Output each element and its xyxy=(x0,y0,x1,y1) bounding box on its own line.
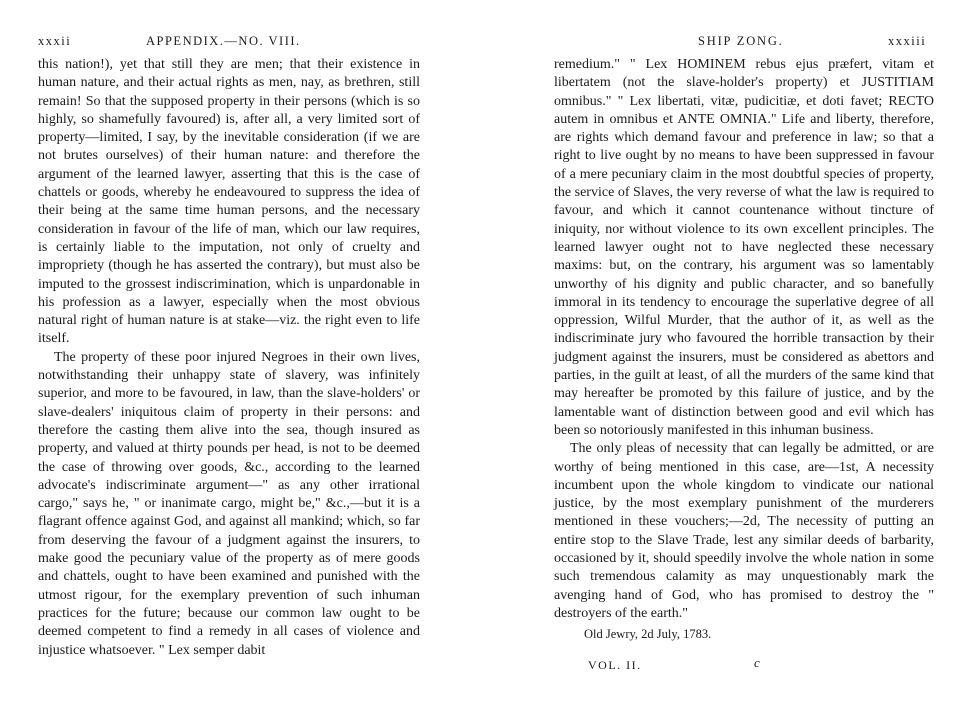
right-paragraph-2: The only pleas of necessity that can legally be admitted, or are worthy of being mentioned in this case, are—1st, A necessity incumbent upon the whole kingdom to vindicate our national justice, by the most exemplary punishment of the murderers mentioned in these vouchers;—2d, The necessity of putting an entire stop to the Slave Trade, lest any similar deeds of barbarity, occasioned by it, should speedily involve the whole nation in some such tremendous calamity as may unquestionably mark the avenging hand of God, who has promised to destroy the " destroyers of the earth." xyxy=(554,441,934,621)
right-body-text xyxy=(554,56,934,623)
right-page-number: xxxiii xyxy=(888,34,927,48)
left-running-head: APPENDIX.—NO. VIII. xyxy=(146,34,301,48)
left-body-text xyxy=(38,56,420,660)
left-paragraph-1: this nation!), yet that still they are men; that their existence in human nature, and their actual rights as men, nay, as brethren, still remain! So that the supposed property in their persons (which is so highly, so shamefully favoured) is, after all, a very limited sort of property—limited, I say, by the inevitable consideration (if we are not brutes ourselves) of their human nature: and therefore the argument of the learned lawyer, asserting that this is the case of chattels or goods, whereby he endeavoured to suppress the idea of their being at the same time human persons, and the necessary consideration in favour of the life of man, which our law requires, is certainly liable to the imputation, not only of cruelty and impropriety (though he has asserted the contrary), but must also be imputed to the grossest indiscrimination, which is unpardonable in his profession as a lawyer, especially when the most obvious natural right of human nature is at stake—viz. the right even to life itself. xyxy=(38,57,420,347)
volume-footer: VOL. II. xyxy=(588,658,642,672)
left-page-number: xxxii xyxy=(38,34,72,48)
dateline-signature: Old Jewry, 2d July, 1783. xyxy=(584,627,712,641)
right-running-head: SHIP ZONG. xyxy=(698,34,784,48)
signature-mark: c xyxy=(754,655,760,670)
left-paragraph-2: The property of these poor injured Negroes in their own lives, notwithstanding their unhappy state of slavery, was infinitely superior, and more to be favoured, in law, than the slave-holders' or slave-dealers' iniquitous claim of property in their persons: and therefore the casting them alive into the sea, though insured as property, and valued at thirty pounds per head, is not to be deemed the case of throwing over goods, &c., according to the learned advocate's indiscriminate argument—" as any other irrational cargo," says he, " or inanimate cargo, might be," &c.,—but it is a flagrant offence against God, and against all mankind; which, so far from deserving the favour of a judgment against the insurers, to make good the pecuniary value of the property as of mere goods and chattels, ought to have been examined and punished with the utmost rigour, for the exemplary prevention of such inhuman practices for the future; because our common law ought to be deemed competent to find a remedy in all cases of violence and injustice whatsoever. " Lex semper dabit xyxy=(38,349,420,658)
right-paragraph-1: remedium." " Lex HOMINEM rebus ejus præfert, vitam et libertatem (not the slave-holder's property) et JUSTITIAM omnibus." " Lex libertati, vitæ, pudicitiæ, et doti favet; RECTO autem in omnibus et ANTE OMNIA." Life and liberty, therefore, are rights which demand favour and preference in law; so that a right to live ought by no means to have been suppressed in favour of a mere pecuniary claim in the most doubtful species of property, the service of Slaves, the very reverse of what the law is required to favour, and which it cannot countenance without tincture of iniquity, nor without violence to its own excellent principles. The learned lawyer ought not to have neglected these necessary maxims: but, on the contrary, his argument was so lamentably unworthy of his dignity and public character, and so banefully immoral in its tendency to encourage the superlative degree of all oppression, Wilful Murder, that the author of it, as well as the indiscriminate jury who favoured the horrible transaction by their judgment against the insurers, must be considered as abettors and parties, in the guilt at least, of all the murders of the same kind that may hereafter be promoted by this failure of justice, and by the lamentable want of distinction between good and evil which has been so notoriously manifested in this inhuman business. xyxy=(554,57,934,438)
right-page xyxy=(490,0,980,706)
